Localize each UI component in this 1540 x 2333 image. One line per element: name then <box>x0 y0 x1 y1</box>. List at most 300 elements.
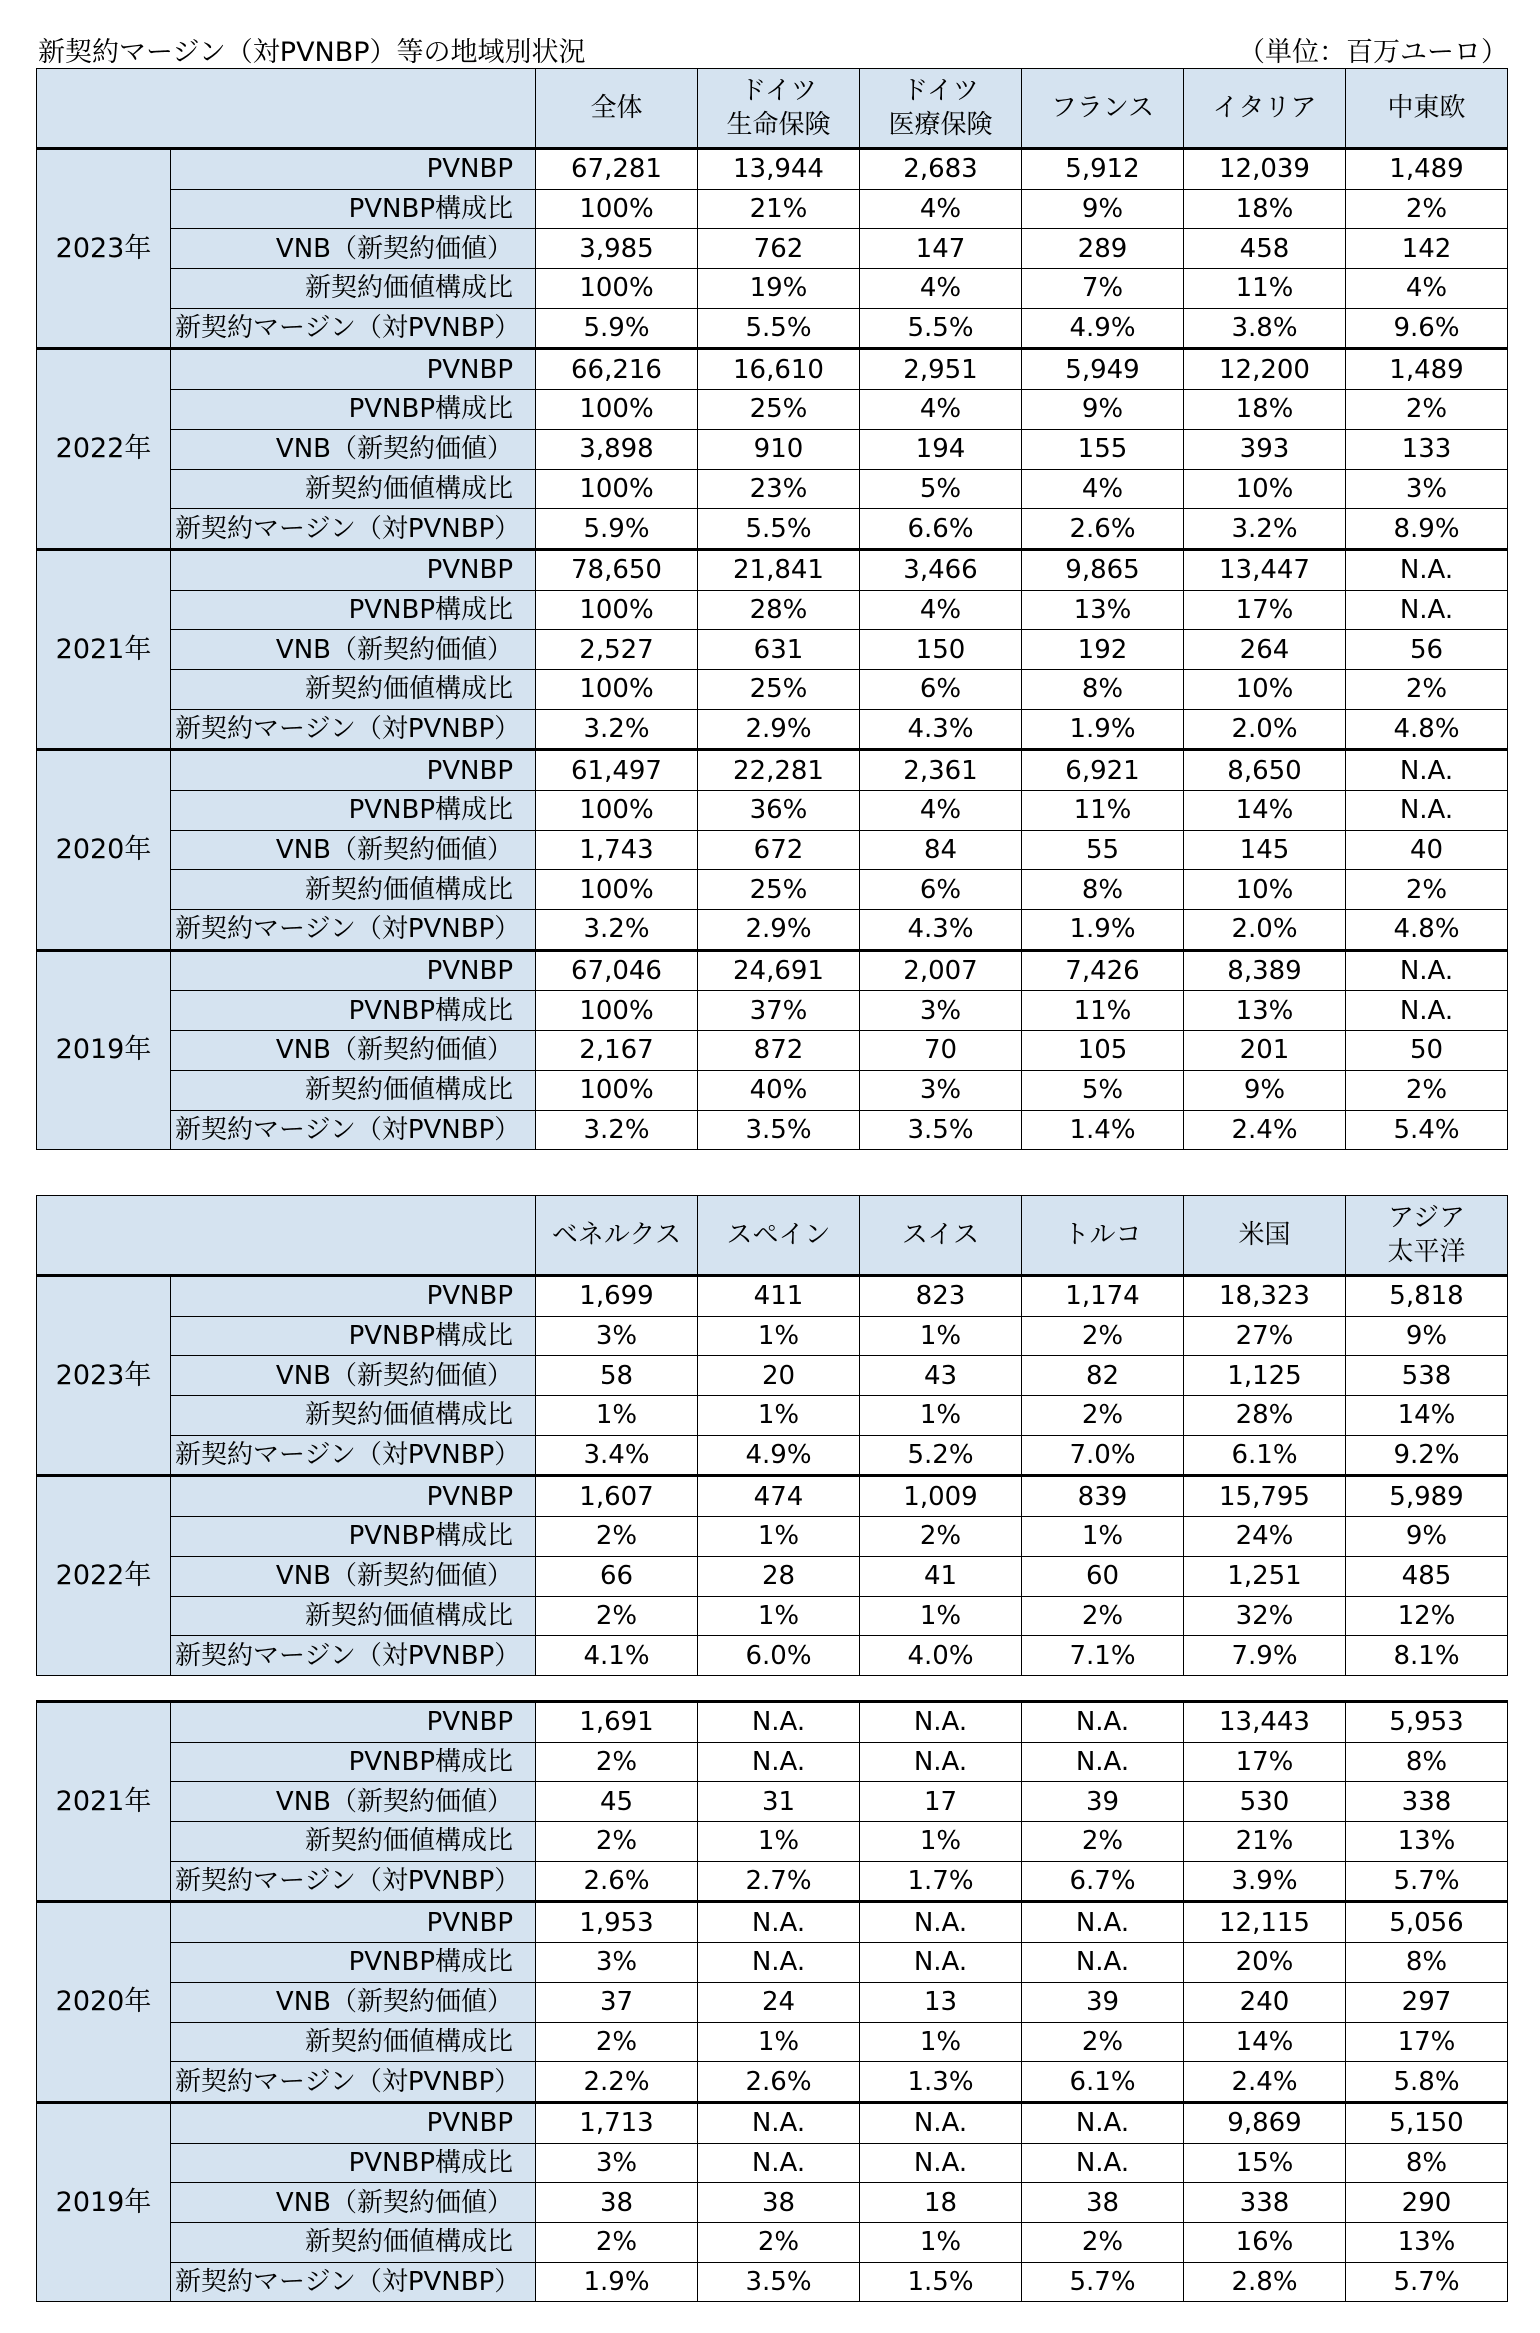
value-cell: 13,944 <box>698 149 860 190</box>
row-label: VNB（新契約価値） <box>171 1982 536 2022</box>
value-cell: N.A. <box>1022 2102 1184 2143</box>
value-cell: N.A. <box>698 1902 860 1943</box>
value-cell: 13,443 <box>1184 1702 1346 1743</box>
value-cell: 8.9% <box>1346 509 1508 550</box>
value-cell: 36% <box>698 791 860 831</box>
value-cell: 4.8% <box>1346 910 1508 951</box>
value-cell: 3% <box>860 991 1022 1031</box>
value-cell: 4.3% <box>860 709 1022 750</box>
value-cell: 9% <box>1022 189 1184 229</box>
value-cell: 530 <box>1184 1782 1346 1822</box>
value-cell: 194 <box>860 429 1022 469</box>
value-cell: 70 <box>860 1031 1022 1071</box>
value-cell: 2,683 <box>860 149 1022 190</box>
value-cell: 58 <box>536 1356 698 1396</box>
value-cell: 25% <box>698 870 860 910</box>
row-label: PVNBP <box>171 950 536 991</box>
value-cell: 9,869 <box>1184 2102 1346 2143</box>
row-label: VNB（新契約価値） <box>171 1556 536 1596</box>
row-label: 新契約マージン（対PVNBP） <box>171 308 536 349</box>
table-row <box>37 229 1508 269</box>
value-cell: 458 <box>1184 229 1346 269</box>
row-label: VNB（新契約価値） <box>171 1031 536 1071</box>
value-cell: 6.6% <box>860 509 1022 550</box>
value-cell: 19% <box>698 269 860 309</box>
row-label: 新契約価値構成比 <box>171 1396 536 1436</box>
page-title: 新契約マージン（対PVNBP）等の地域別状況 <box>38 37 586 68</box>
column-header <box>698 69 860 149</box>
row-label: PVNBP <box>171 1276 536 1317</box>
value-cell: 4.8% <box>1346 709 1508 750</box>
value-cell: 31 <box>698 1782 860 1822</box>
row-label: 新契約マージン（対PVNBP） <box>171 910 536 951</box>
column-header-line: ドイツ <box>902 76 979 106</box>
value-cell: 2.9% <box>698 709 860 750</box>
value-cell: 28% <box>1184 1396 1346 1436</box>
table-row <box>37 2222 1508 2262</box>
row-label: 新契約価値構成比 <box>171 2222 536 2262</box>
column-header-line: 太平洋 <box>1387 1237 1466 1267</box>
value-cell: 32% <box>1184 1596 1346 1636</box>
value-cell: 45 <box>536 1782 698 1822</box>
value-cell: 631 <box>698 630 860 670</box>
table-row <box>37 1596 1508 1636</box>
column-header-line: 生命保険 <box>726 110 831 140</box>
value-cell: 18 <box>860 2183 1022 2223</box>
value-cell: 2.9% <box>698 910 860 951</box>
value-cell: 142 <box>1346 229 1508 269</box>
value-cell: 39 <box>1022 1982 1184 2022</box>
value-cell: 84 <box>860 830 1022 870</box>
value-cell: 20% <box>1184 1943 1346 1983</box>
value-cell: 27% <box>1184 1316 1346 1356</box>
value-cell: 13% <box>1022 590 1184 630</box>
value-cell: 762 <box>698 229 860 269</box>
value-cell: N.A. <box>698 2102 860 2143</box>
value-cell: 3% <box>536 1316 698 1356</box>
value-cell: 1% <box>860 2222 1022 2262</box>
column-header-line: 中東欧 <box>1387 93 1466 123</box>
value-cell: 7.0% <box>1022 1435 1184 1476</box>
value-cell: 147 <box>860 229 1022 269</box>
table-row <box>37 2022 1508 2062</box>
column-header <box>1022 69 1184 149</box>
value-cell: 37 <box>536 1982 698 2022</box>
row-label: 新契約マージン（対PVNBP） <box>171 1861 536 1902</box>
value-cell: 18% <box>1184 390 1346 430</box>
value-cell: 1% <box>860 1316 1022 1356</box>
value-cell: 1,607 <box>536 1476 698 1517</box>
value-cell: 43 <box>860 1356 1022 1396</box>
value-cell: 485 <box>1346 1556 1508 1596</box>
value-cell: 8.1% <box>1346 1636 1508 1676</box>
value-cell: 2,007 <box>860 950 1022 991</box>
value-cell: 7% <box>1022 269 1184 309</box>
row-label: PVNBP <box>171 2102 536 2143</box>
column-header-line: 全体 <box>590 93 643 123</box>
table-row <box>37 149 1508 190</box>
value-cell: 3.4% <box>536 1435 698 1476</box>
table-row <box>37 1476 1508 1517</box>
row-label: 新契約価値構成比 <box>171 1070 536 1110</box>
table-row <box>37 2183 1508 2223</box>
value-cell: 1,125 <box>1184 1356 1346 1396</box>
value-cell: 1,713 <box>536 2102 698 2143</box>
value-cell: 61,497 <box>536 750 698 791</box>
year-label: 2021年 <box>37 549 171 749</box>
value-cell: 2,527 <box>536 630 698 670</box>
value-cell: 11% <box>1022 991 1184 1031</box>
value-cell: 23% <box>698 469 860 509</box>
value-cell: 2.6% <box>536 1861 698 1902</box>
year-label: 2019年 <box>37 950 171 1149</box>
row-label: 新契約価値構成比 <box>171 1596 536 1636</box>
value-cell: 538 <box>1346 1356 1508 1396</box>
value-cell: 5.8% <box>1346 2062 1508 2103</box>
value-cell: 24% <box>1184 1517 1346 1557</box>
value-cell: 3.2% <box>536 709 698 750</box>
value-cell: 7,426 <box>1022 950 1184 991</box>
value-cell: 2.4% <box>1184 2062 1346 2103</box>
row-label: VNB（新契約価値） <box>171 1782 536 1822</box>
value-cell: 1% <box>698 1596 860 1636</box>
value-cell: 2% <box>536 2022 698 2062</box>
table-row <box>37 549 1508 590</box>
region-table-2 <box>36 1195 1508 1676</box>
value-cell: 4% <box>860 269 1022 309</box>
value-cell: 3% <box>860 1070 1022 1110</box>
value-cell: 2.0% <box>1184 709 1346 750</box>
value-cell: 82 <box>1022 1356 1184 1396</box>
table-row <box>37 1822 1508 1862</box>
value-cell: N.A. <box>1022 1702 1184 1743</box>
value-cell: 2,167 <box>536 1031 698 1071</box>
value-cell: 1,691 <box>536 1702 698 1743</box>
value-cell: 6,921 <box>1022 750 1184 791</box>
value-cell: 2% <box>1022 1596 1184 1636</box>
value-cell: 5.7% <box>1346 1861 1508 1902</box>
year-label: 2022年 <box>37 1476 171 1675</box>
row-label: 新契約価値構成比 <box>171 1822 536 1862</box>
column-header <box>1184 69 1346 149</box>
table-row <box>37 2262 1508 2302</box>
value-cell: 6% <box>860 669 1022 709</box>
value-cell: 13,447 <box>1184 549 1346 590</box>
table-row <box>37 590 1508 630</box>
value-cell: 6.0% <box>698 1636 860 1676</box>
value-cell: 15% <box>1184 2143 1346 2183</box>
value-cell: 5.2% <box>860 1435 1022 1476</box>
table-row <box>37 950 1508 991</box>
column-header <box>536 69 698 149</box>
value-cell: 8% <box>1346 1943 1508 1983</box>
value-cell: 4% <box>1346 269 1508 309</box>
value-cell: 1% <box>860 2022 1022 2062</box>
column-header-line: イタリア <box>1212 93 1317 123</box>
row-label: PVNBP <box>171 750 536 791</box>
value-cell: 60 <box>1022 1556 1184 1596</box>
table-row <box>37 1031 1508 1071</box>
value-cell: 20 <box>698 1356 860 1396</box>
value-cell: 5.4% <box>1346 1110 1508 1150</box>
value-cell: 5,912 <box>1022 149 1184 190</box>
value-cell: 25% <box>698 390 860 430</box>
value-cell: 7.9% <box>1184 1636 1346 1676</box>
value-cell: 56 <box>1346 630 1508 670</box>
column-header <box>1346 1196 1508 1276</box>
value-cell: 5.9% <box>536 509 698 550</box>
value-cell: 872 <box>698 1031 860 1071</box>
value-cell: 11% <box>1184 269 1346 309</box>
row-label: PVNBP構成比 <box>171 590 536 630</box>
value-cell: 3.5% <box>698 2262 860 2302</box>
value-cell: 3.2% <box>1184 509 1346 550</box>
column-header-line: アジア <box>1388 1203 1465 1233</box>
value-cell: N.A. <box>1022 1943 1184 1983</box>
value-cell: 2.2% <box>536 2062 698 2103</box>
table-row <box>37 2062 1508 2103</box>
row-label: VNB（新契約価値） <box>171 229 536 269</box>
value-cell: 10% <box>1184 870 1346 910</box>
value-cell: 100% <box>536 189 698 229</box>
value-cell: N.A. <box>860 1742 1022 1782</box>
value-cell: 839 <box>1022 1476 1184 1517</box>
value-cell: 2.6% <box>1022 509 1184 550</box>
value-cell: 155 <box>1022 429 1184 469</box>
value-cell: 5,818 <box>1346 1276 1508 1317</box>
table-row <box>37 709 1508 750</box>
column-header-line: ベネルクス <box>551 1220 682 1250</box>
value-cell: 3,985 <box>536 229 698 269</box>
value-cell: 100% <box>536 791 698 831</box>
value-cell: 2% <box>1022 1822 1184 1862</box>
value-cell: 9,865 <box>1022 549 1184 590</box>
value-cell: 1% <box>536 1396 698 1436</box>
row-label: 新契約マージン（対PVNBP） <box>171 1110 536 1150</box>
value-cell: 1,489 <box>1346 349 1508 390</box>
column-header <box>860 1196 1022 1276</box>
row-label: PVNBP構成比 <box>171 991 536 1031</box>
region-table-3 <box>36 1700 1508 2302</box>
value-cell: 1.4% <box>1022 1110 1184 1150</box>
value-cell: 100% <box>536 269 698 309</box>
value-cell: 1,699 <box>536 1276 698 1317</box>
value-cell: 2% <box>1346 870 1508 910</box>
value-cell: N.A. <box>860 2143 1022 2183</box>
year-label: 2023年 <box>37 1276 171 1476</box>
value-cell: 4.0% <box>860 1636 1022 1676</box>
value-cell: 2% <box>698 2222 860 2262</box>
row-label: PVNBP <box>171 349 536 390</box>
value-cell: 1,251 <box>1184 1556 1346 1596</box>
value-cell: 3.2% <box>536 910 698 951</box>
value-cell: 18,323 <box>1184 1276 1346 1317</box>
value-cell: 1,953 <box>536 1902 698 1943</box>
column-header-line: スイス <box>901 1220 980 1250</box>
table-row <box>37 669 1508 709</box>
value-cell: 201 <box>1184 1031 1346 1071</box>
row-label: 新契約価値構成比 <box>171 2022 536 2062</box>
value-cell: 4% <box>860 791 1022 831</box>
value-cell: 17% <box>1346 2022 1508 2062</box>
table-row <box>37 1517 1508 1557</box>
value-cell: N.A. <box>1022 1742 1184 1782</box>
row-label: 新契約価値構成比 <box>171 269 536 309</box>
column-header <box>1184 1196 1346 1276</box>
value-cell: N.A. <box>1346 750 1508 791</box>
table-row <box>37 1943 1508 1983</box>
value-cell: 8,650 <box>1184 750 1346 791</box>
value-cell: 18% <box>1184 189 1346 229</box>
value-cell: 3% <box>536 2143 698 2183</box>
value-cell: 1,743 <box>536 830 698 870</box>
row-label: 新契約マージン（対PVNBP） <box>171 509 536 550</box>
value-cell: 1% <box>698 1822 860 1862</box>
value-cell: 22,281 <box>698 750 860 791</box>
value-cell: 5,150 <box>1346 2102 1508 2143</box>
value-cell: N.A. <box>698 1742 860 1782</box>
value-cell: 8,389 <box>1184 950 1346 991</box>
value-cell: 1% <box>698 1517 860 1557</box>
row-label: PVNBP構成比 <box>171 1943 536 1983</box>
value-cell: 1,174 <box>1022 1276 1184 1317</box>
value-cell: 192 <box>1022 630 1184 670</box>
table-row <box>37 1782 1508 1822</box>
value-cell: N.A. <box>860 1943 1022 1983</box>
value-cell: 1.9% <box>536 2262 698 2302</box>
column-header-line: フランス <box>1050 93 1155 123</box>
row-label: PVNBP構成比 <box>171 1517 536 1557</box>
value-cell: 5.5% <box>860 308 1022 349</box>
value-cell: 100% <box>536 590 698 630</box>
value-cell: 67,281 <box>536 149 698 190</box>
value-cell: N.A. <box>1346 791 1508 831</box>
table-row <box>37 1902 1508 1943</box>
header-row <box>37 69 1508 149</box>
value-cell: 14% <box>1346 1396 1508 1436</box>
value-cell: N.A. <box>698 1943 860 1983</box>
row-label: 新契約マージン（対PVNBP） <box>171 2062 536 2103</box>
value-cell: N.A. <box>1346 549 1508 590</box>
value-cell: 5.9% <box>536 308 698 349</box>
value-cell: 28% <box>698 590 860 630</box>
value-cell: 411 <box>698 1276 860 1317</box>
value-cell: 15,795 <box>1184 1476 1346 1517</box>
value-cell: 8% <box>1346 2143 1508 2183</box>
value-cell: 2.0% <box>1184 910 1346 951</box>
value-cell: 289 <box>1022 229 1184 269</box>
value-cell: 6.7% <box>1022 1861 1184 1902</box>
value-cell: 41 <box>860 1556 1022 1596</box>
value-cell: 1% <box>698 1316 860 1356</box>
value-cell: 9.2% <box>1346 1435 1508 1476</box>
value-cell: 21% <box>698 189 860 229</box>
column-header-line: トルコ <box>1063 1220 1142 1250</box>
value-cell: 24,691 <box>698 950 860 991</box>
row-label: VNB（新契約価値） <box>171 830 536 870</box>
table-row <box>37 1356 1508 1396</box>
value-cell: 8% <box>1022 870 1184 910</box>
table-row <box>37 791 1508 831</box>
value-cell: 4.9% <box>698 1435 860 1476</box>
row-label: PVNBP <box>171 1476 536 1517</box>
value-cell: 3,466 <box>860 549 1022 590</box>
row-label: VNB（新契約価値） <box>171 630 536 670</box>
value-cell: 5,953 <box>1346 1702 1508 1743</box>
year-label: 2020年 <box>37 1902 171 2102</box>
value-cell: N.A. <box>1346 950 1508 991</box>
row-label: 新契約マージン（対PVNBP） <box>171 1636 536 1676</box>
value-cell: 6% <box>860 870 1022 910</box>
table-row <box>37 1110 1508 1150</box>
value-cell: 40% <box>698 1070 860 1110</box>
value-cell: 3.5% <box>698 1110 860 1150</box>
table-row <box>37 1396 1508 1436</box>
table-row <box>37 2102 1508 2143</box>
value-cell: 3.2% <box>536 1110 698 1150</box>
value-cell: 12,115 <box>1184 1902 1346 1943</box>
table-row <box>37 1636 1508 1676</box>
value-cell: 4% <box>860 590 1022 630</box>
value-cell: N.A. <box>1346 991 1508 1031</box>
value-cell: 823 <box>860 1276 1022 1317</box>
row-label: 新契約マージン（対PVNBP） <box>171 709 536 750</box>
table-row <box>37 308 1508 349</box>
row-label: PVNBP構成比 <box>171 390 536 430</box>
table-row <box>37 469 1508 509</box>
value-cell: 4.9% <box>1022 308 1184 349</box>
value-cell: 2% <box>536 1822 698 1862</box>
value-cell: 240 <box>1184 1982 1346 2022</box>
column-header-line: 医療保険 <box>888 110 993 140</box>
table-row <box>37 1435 1508 1476</box>
value-cell: 4% <box>860 390 1022 430</box>
column-header-line: ドイツ <box>740 76 817 106</box>
row-label: PVNBP <box>171 1902 536 1943</box>
value-cell: 5.7% <box>1346 2262 1508 2302</box>
value-cell: 290 <box>1346 2183 1508 2223</box>
year-label: 2021年 <box>37 1702 171 1902</box>
value-cell: 133 <box>1346 429 1508 469</box>
table-row <box>37 1982 1508 2022</box>
header-row <box>37 1196 1508 1276</box>
value-cell: 16% <box>1184 2222 1346 2262</box>
value-cell: 2,361 <box>860 750 1022 791</box>
value-cell: 5,056 <box>1346 1902 1508 1943</box>
value-cell: 9% <box>1184 1070 1346 1110</box>
value-cell: 11% <box>1022 791 1184 831</box>
value-cell: 14% <box>1184 791 1346 831</box>
value-cell: 13% <box>1184 991 1346 1031</box>
value-cell: 672 <box>698 830 860 870</box>
value-cell: 4.1% <box>536 1636 698 1676</box>
value-cell: 38 <box>1022 2183 1184 2223</box>
column-header <box>1022 1196 1184 1276</box>
value-cell: 12,039 <box>1184 149 1346 190</box>
row-label: VNB（新契約価値） <box>171 429 536 469</box>
value-cell: 9% <box>1346 1517 1508 1557</box>
value-cell: 338 <box>1346 1782 1508 1822</box>
value-cell: 21% <box>1184 1822 1346 1862</box>
value-cell: 2% <box>536 1596 698 1636</box>
value-cell: N.A. <box>860 2102 1022 2143</box>
value-cell: 393 <box>1184 429 1346 469</box>
value-cell: N.A. <box>860 1702 1022 1743</box>
value-cell: 12,200 <box>1184 349 1346 390</box>
table-row <box>37 991 1508 1031</box>
value-cell: N.A. <box>698 1702 860 1743</box>
value-cell: 2.6% <box>698 2062 860 2103</box>
